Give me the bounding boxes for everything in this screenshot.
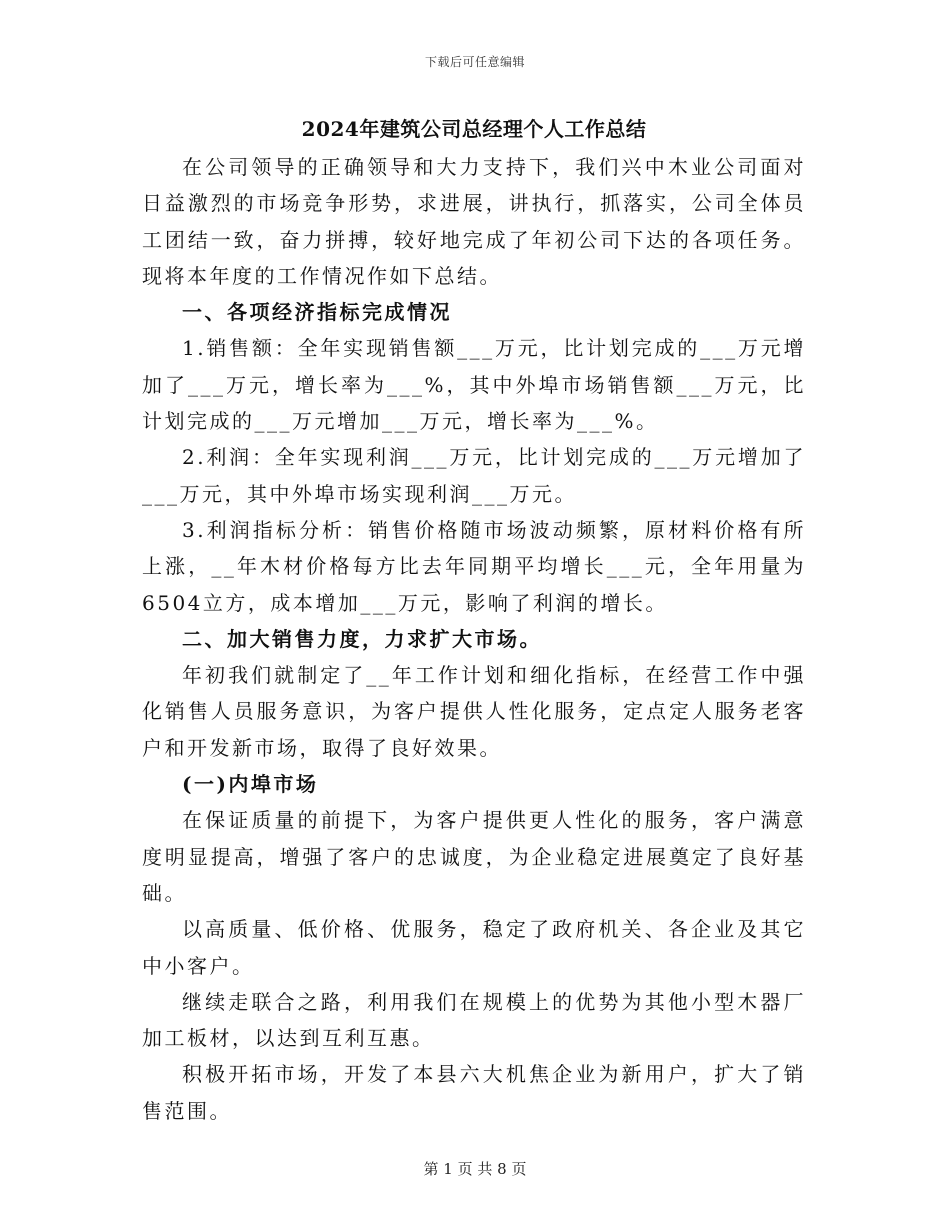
document-body — [142, 113, 806, 1129]
header-note: 下载后可任意编辑 — [424, 55, 525, 69]
paragraph-cooperation: 继续走联合之路，利用我们在规模上的优势为其他小型木器厂加工板材，以达到互利互惠。 — [142, 989, 806, 1051]
paragraph-quality: 在保证质量的前提下，为客户提供更人性化的服务，客户满意度明显提高，增强了客户的忠诚度，为企业稳定进展奠定了良好基础。 — [142, 808, 806, 905]
subsection-heading-local-market: (一)内埠市场 — [182, 772, 319, 797]
section-heading-2: 二、加大销售力度，力求扩大市场。 — [182, 626, 542, 651]
paragraph-sales: 1.销售额：全年实现销售额___万元，比计划完成的___万元增加了___万元，增长率为___%，其中外埠市场销售额___万元，比计划完成的___万元增加___万元，增长率为___%。 — [142, 336, 806, 434]
paragraph-intro: 在公司领导的正确领导和大力支持下，我们兴中木业公司面对日益激烈的市场竞争形势，求进展，讲执行，抓落实，公司全体员工团结一致，奋力拼搏，较好地完成了年初公司下达的各项任务。现将本年度的工作情况作如下总结。 — [142, 155, 806, 288]
paragraph-profit: 2.利润：全年实现利润___万元，比计划完成的___万元增加了___万元，其中外埠市场实现利润___万元。 — [142, 445, 806, 506]
section-heading-1: 一、各项经济指标完成情况 — [182, 300, 452, 325]
paragraph-stable-clients: 以高质量、低价格、优服务，稳定了政府机关、各企业及其它中小客户。 — [142, 917, 806, 978]
paragraph-profit-analysis: 3.利润指标分析：销售价格随市场波动频繁，原材料价格有所上涨，__年木材价格每方比去年同期平均增长___元，全年用量为6504立方，成本增加___万元，影响了利润的增长。 — [142, 517, 806, 615]
paragraph-plan: 年初我们就制定了__年工作计划和细化指标，在经营工作中强化销售人员服务意识，为客户提供人性化服务，定点定人服务老客户和开发新市场，取得了良好效果。 — [142, 663, 806, 760]
document-title: 2024年建筑公司总经理个人工作总结 — [301, 117, 647, 141]
page-number-footer: 第 1 页 共 8 页 — [423, 1160, 527, 1178]
paragraph-new-market: 积极开拓市场，开发了本县六大机焦企业为新用户，扩大了销售范围。 — [142, 1062, 806, 1123]
